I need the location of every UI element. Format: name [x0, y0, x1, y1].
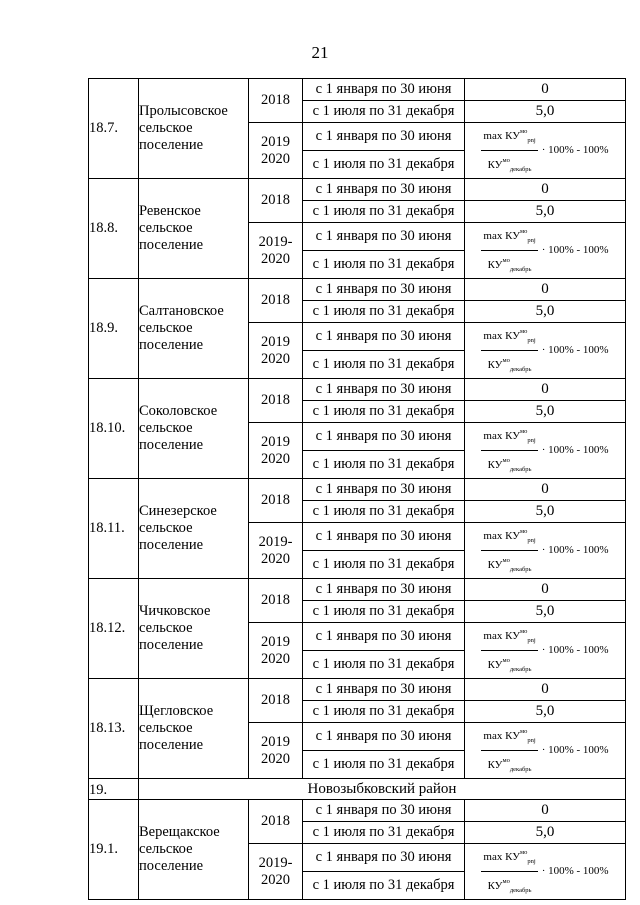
year-cell: 2018 [249, 79, 303, 123]
period-cell: с 1 января по 30 июня [303, 679, 465, 701]
value-cell: 0 [465, 279, 626, 301]
value-cell: 0 [465, 179, 626, 201]
formula: $\frac{\max КУ^{мо}_{pnj}}{КУ^{мо}_{декабрь}}$ · 100% - 100% [465, 323, 625, 378]
table-row [89, 479, 626, 501]
period-cell: с 1 июля по 31 декабря [303, 401, 465, 423]
period-cell: с 1 января по 30 июня [303, 423, 465, 451]
period-cell: с 1 июля по 31 декабря [303, 451, 465, 479]
tariff-table [88, 78, 626, 900]
settlement-name: Салтановское сельское поселение [139, 279, 249, 379]
value-cell: 0 [465, 800, 626, 822]
period-cell: с 1 января по 30 июня [303, 323, 465, 351]
value-cell: 5,0 [465, 101, 626, 123]
period-cell: с 1 января по 30 июня [303, 800, 465, 822]
settlement-name: Щегловское сельское поселение [139, 679, 249, 779]
value-cell: 5,0 [465, 601, 626, 623]
formula: $\frac{\max КУ^{мо}_{pnj}}{КУ^{мо}_{декабрь}}$ · 100% - 100% [465, 844, 625, 899]
formula-cell [465, 523, 626, 579]
year-cell: 2018 [249, 279, 303, 323]
value-cell: 5,0 [465, 822, 626, 844]
period-cell: с 1 января по 30 июня [303, 179, 465, 201]
period-cell: с 1 июля по 31 декабря [303, 251, 465, 279]
period-cell: с 1 июля по 31 декабря [303, 101, 465, 123]
period-cell: с 1 июля по 31 декабря [303, 201, 465, 223]
year-cell: 2018 [249, 579, 303, 623]
table-row [89, 379, 626, 401]
value-cell: 5,0 [465, 201, 626, 223]
table-row [89, 800, 626, 822]
value-cell: 5,0 [465, 701, 626, 723]
row-number: 18.11. [89, 479, 139, 579]
period-cell: с 1 июля по 31 декабря [303, 151, 465, 179]
value-cell: 5,0 [465, 401, 626, 423]
year-cell: 2019- 2020 [249, 844, 303, 900]
formula: $\frac{\max КУ^{мо}_{pnj}}{КУ^{мо}_{декабрь}}$ · 100% - 100% [465, 723, 625, 778]
year-cell: 2019 2020 [249, 723, 303, 779]
district-row [89, 779, 626, 800]
value-cell: 0 [465, 479, 626, 501]
period-cell: с 1 июля по 31 декабря [303, 822, 465, 844]
period-cell: с 1 января по 30 июня [303, 123, 465, 151]
period-cell: с 1 января по 30 июня [303, 379, 465, 401]
formula-cell [465, 123, 626, 179]
period-cell: с 1 июля по 31 декабря [303, 872, 465, 900]
district-number: 19. [89, 779, 139, 800]
row-number: 18.9. [89, 279, 139, 379]
formula: $\frac{\max КУ^{мо}_{pnj}}{КУ^{мо}_{декабрь}}$ · 100% - 100% [465, 123, 625, 178]
year-cell: 2018 [249, 679, 303, 723]
formula: $\frac{\max КУ^{мо}_{pnj}}{КУ^{мо}_{декабрь}}$ · 100% - 100% [465, 523, 625, 578]
row-number: 18.8. [89, 179, 139, 279]
year-cell: 2019- 2020 [249, 223, 303, 279]
table-row [89, 79, 626, 101]
formula-cell [465, 223, 626, 279]
value-cell: 0 [465, 579, 626, 601]
period-cell: с 1 января по 30 июня [303, 279, 465, 301]
row-number: 18.7. [89, 79, 139, 179]
period-cell: с 1 января по 30 июня [303, 79, 465, 101]
year-cell: 2019 2020 [249, 623, 303, 679]
formula-cell [465, 844, 626, 900]
year-cell: 2019 2020 [249, 423, 303, 479]
formula-cell [465, 623, 626, 679]
settlement-name: Соколовское сельское поселение [139, 379, 249, 479]
formula-cell [465, 723, 626, 779]
period-cell: с 1 января по 30 июня [303, 723, 465, 751]
period-cell: с 1 января по 30 июня [303, 223, 465, 251]
value-cell: 0 [465, 679, 626, 701]
year-cell: 2018 [249, 800, 303, 844]
period-cell: с 1 января по 30 июня [303, 523, 465, 551]
period-cell: с 1 июля по 31 декабря [303, 501, 465, 523]
period-cell: с 1 июля по 31 декабря [303, 551, 465, 579]
period-cell: с 1 июля по 31 декабря [303, 701, 465, 723]
period-cell: с 1 июля по 31 декабря [303, 601, 465, 623]
formula: $\frac{\max КУ^{мо}_{pnj}}{КУ^{мо}_{декабрь}}$ · 100% - 100% [465, 423, 625, 478]
settlement-name: Верещакское сельское поселение [139, 800, 249, 900]
row-number: 18.12. [89, 579, 139, 679]
district-name: Новозыбковский район [139, 779, 626, 800]
settlement-name: Ревенское сельское поселение [139, 179, 249, 279]
table-row [89, 679, 626, 701]
settlement-name: Чичковское сельское поселение [139, 579, 249, 679]
period-cell: с 1 июля по 31 декабря [303, 651, 465, 679]
period-cell: с 1 января по 30 июня [303, 623, 465, 651]
period-cell: с 1 июля по 31 декабря [303, 301, 465, 323]
page-number: 21 [311, 43, 329, 62]
year-cell: 2019 2020 [249, 123, 303, 179]
settlement-name: Пролысовское сельское поселение [139, 79, 249, 179]
formula-cell [465, 423, 626, 479]
formula: $\frac{\max КУ^{мо}_{pnj}}{КУ^{мо}_{декабрь}}$ · 100% - 100% [465, 623, 625, 678]
period-cell: с 1 июля по 31 декабря [303, 751, 465, 779]
period-cell: с 1 января по 30 июня [303, 579, 465, 601]
year-cell: 2018 [249, 479, 303, 523]
year-cell: 2018 [249, 379, 303, 423]
period-cell: с 1 июля по 31 декабря [303, 351, 465, 379]
table-row [89, 579, 626, 601]
value-cell: 0 [465, 79, 626, 101]
year-cell: 2018 [249, 179, 303, 223]
value-cell: 5,0 [465, 301, 626, 323]
value-cell: 5,0 [465, 501, 626, 523]
formula-cell [465, 323, 626, 379]
row-number: 18.10. [89, 379, 139, 479]
year-cell: 2019 2020 [249, 323, 303, 379]
row-number: 19.1. [89, 800, 139, 900]
period-cell: с 1 января по 30 июня [303, 844, 465, 872]
row-number: 18.13. [89, 679, 139, 779]
value-cell: 0 [465, 379, 626, 401]
year-cell: 2019- 2020 [249, 523, 303, 579]
formula: $\frac{\max КУ^{мо}_{pnj}}{КУ^{мо}_{декабрь}}$ · 100% - 100% [465, 223, 625, 278]
settlement-name: Синезерское сельское поселение [139, 479, 249, 579]
table-row [89, 179, 626, 201]
table-row [89, 279, 626, 301]
period-cell: с 1 января по 30 июня [303, 479, 465, 501]
